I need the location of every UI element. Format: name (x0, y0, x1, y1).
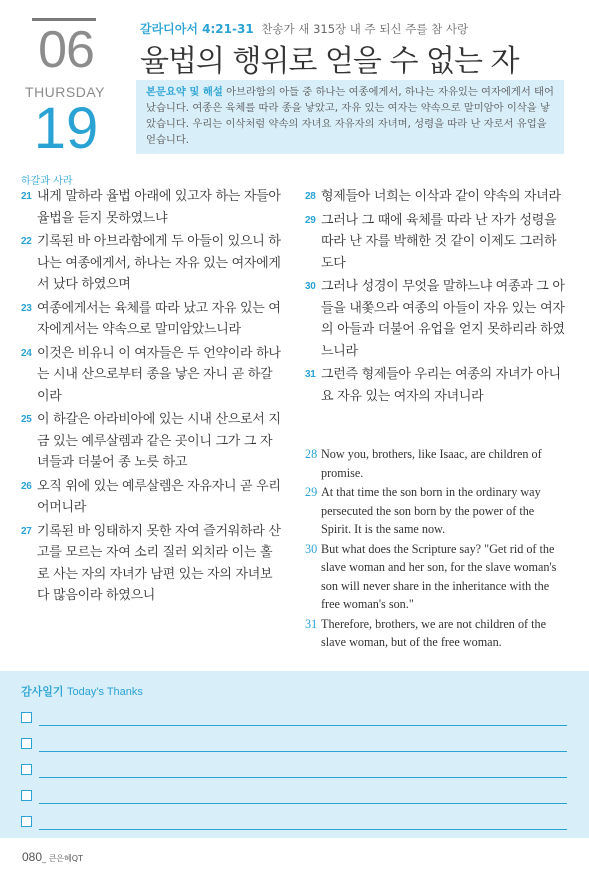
thanks-entry[interactable] (21, 790, 567, 804)
thanks-writing-line[interactable] (39, 777, 567, 778)
verse-number: 26 (21, 480, 32, 492)
date-weekday: THURSDAY (25, 84, 105, 100)
verse-number: 22 (21, 236, 32, 247)
verse-number: 31 (305, 369, 316, 380)
thanks-checkbox[interactable] (21, 790, 32, 801)
thanks-title (21, 683, 143, 699)
verse-number: 23 (21, 302, 32, 314)
verse (305, 186, 567, 208)
page-title: 율법의 행위로 얻을 수 없는 자 (140, 44, 519, 79)
verse (305, 276, 567, 362)
thanks-entry[interactable] (21, 738, 567, 752)
summary-box (136, 80, 564, 154)
thanks-writing-line[interactable] (39, 829, 567, 830)
date-month: 06 (38, 21, 94, 79)
korean-verses-right (305, 186, 567, 409)
thanks-title-english: Today's Thanks (67, 686, 143, 698)
verse (21, 409, 283, 474)
verse-text: 기록된 바 아브라함에게 두 아들이 있으니 하나는 여종에게서, 하나는 자유 있는 여자에게서 났다 하였으며 (37, 234, 281, 292)
thanks-checkbox[interactable] (21, 816, 32, 827)
page-footer: 080_ 큰은혜QT (22, 850, 83, 864)
verse-number: 21 (21, 191, 32, 202)
thanks-writing-line[interactable] (39, 751, 567, 752)
page-number: 080 (22, 850, 43, 864)
verse-text: 이것은 비유니 이 여자들은 두 언약이라 하나는 시내 산으로부터 종을 낳은 자니 곧 하갈이라 (37, 345, 281, 404)
verse-text: 형제들아 너희는 이삭과 같이 약속의 자녀라 (321, 189, 561, 204)
verse-number: 28 (305, 191, 316, 202)
thanks-checkbox[interactable] (21, 712, 32, 723)
verse (305, 210, 567, 275)
verse (21, 521, 283, 607)
verse-number: 31 (305, 616, 318, 631)
english-verses (305, 445, 567, 653)
verse-number: 24 (21, 347, 32, 359)
verse-number: 29 (305, 214, 316, 226)
verse-number: 30 (305, 281, 316, 292)
scripture-reference: 갈라디아서 4:21-31 (140, 22, 254, 36)
verse (21, 476, 283, 519)
section-title: 하갈과 사라 (21, 176, 73, 187)
thanks-entry[interactable] (21, 816, 567, 830)
summary-label: 본문요약 및 해설 (146, 86, 223, 98)
verse (305, 540, 567, 614)
scripture-reference-line (140, 20, 468, 37)
verse-text: 내게 말하라 율법 아래에 있고자 하는 자들아 율법을 듣지 못하였느냐 (37, 189, 281, 226)
verse-text: But what does the Scripture say? "Get rid of the slave woman and her son, for the slave woman's son will never share in the inheritance with the free woman's son." (321, 541, 557, 611)
verse (21, 231, 283, 296)
verse-text: 그러나 그 때에 육체를 따라 난 자가 성령을 따라 난 자를 박해한 것 같이 이제도 그러하도다 (321, 212, 557, 271)
thanks-writing-line[interactable] (39, 725, 567, 726)
verse (305, 364, 567, 407)
thanks-entry[interactable] (21, 712, 567, 726)
verse-text: 오직 위에 있는 예루살렘은 자유자니 곧 우리 어머니라 (37, 478, 281, 515)
thanks-title-korean: 감사일기 (21, 685, 64, 698)
verse-text: 이 하갈은 아라비아에 있는 시내 산으로서 지금 있는 예루살렘과 같은 곳이니 그가 그 자녀들과 더불어 종 노릇 하고 (37, 412, 281, 470)
book-title: 큰은혜QT (48, 854, 83, 863)
verse (21, 343, 283, 408)
verse-text: 여종에게서는 육체를 따라 났고 자유 있는 여자에게서는 약속으로 말미암았느니라 (37, 300, 281, 337)
thanks-entry[interactable] (21, 764, 567, 778)
verse-text: At that time the son born in the ordinary way persecuted the son born by the power of the Spirit. It is the same now. (321, 485, 541, 536)
verse (21, 298, 283, 341)
korean-verses-left (21, 186, 283, 609)
verse (305, 483, 567, 539)
hymn-reference: 찬송가 새 315장 내 주 되신 주를 참 사랑 (261, 22, 469, 36)
verse-text: Now you, brothers, like Isaac, are children of promise. (321, 447, 542, 480)
thanks-checkbox[interactable] (21, 764, 32, 775)
thanks-writing-line[interactable] (39, 803, 567, 804)
verse (305, 445, 567, 482)
verse-text: 그러나 성경이 무엇을 말하느냐 여종과 그 아들을 내쫓으라 여종의 아들이 자유 있는 여자의 아들과 더불어 유업을 얻지 못하리라 하였느니라 (321, 279, 565, 359)
verse (21, 186, 283, 229)
verse-number: 27 (21, 525, 32, 537)
verse (305, 615, 567, 652)
summary-text: 아브라함의 아들 중 하나는 여종에게서, 하나는 자유있는 여자에게서 태어났습니다. 여종은 육체를 따라 종을 낳았고, 자유 있는 여자는 약속으로 말미암아 이삭을 낳았습니다. 우리는 이삭처럼 약속의 자녀요 자유자의 자녀며, 성령을 따라 난 자로서 유업을 얻습니다. (146, 86, 554, 146)
verse-text: 그런즉 형제들아 우리는 여종의 자녀가 아니요 자유 있는 여자의 자녀니라 (321, 367, 561, 404)
thanks-checkbox[interactable] (21, 738, 32, 749)
verse-text: 기록된 바 잉태하지 못한 자여 즐거워하라 산고를 모르는 자여 소리 질러 외치라 이는 홀로 사는 자의 자녀가 남편 있는 자의 자녀보다 많음이라 하였으니 (37, 523, 281, 603)
verse-number: 25 (21, 414, 32, 425)
verse-number: 30 (305, 541, 318, 556)
verse-number: 28 (305, 447, 318, 461)
verse-number: 29 (305, 485, 318, 499)
verse-text: Therefore, brothers, we are not children of the slave woman, but of the free woman. (321, 616, 547, 649)
date-day: 19 (33, 96, 99, 161)
